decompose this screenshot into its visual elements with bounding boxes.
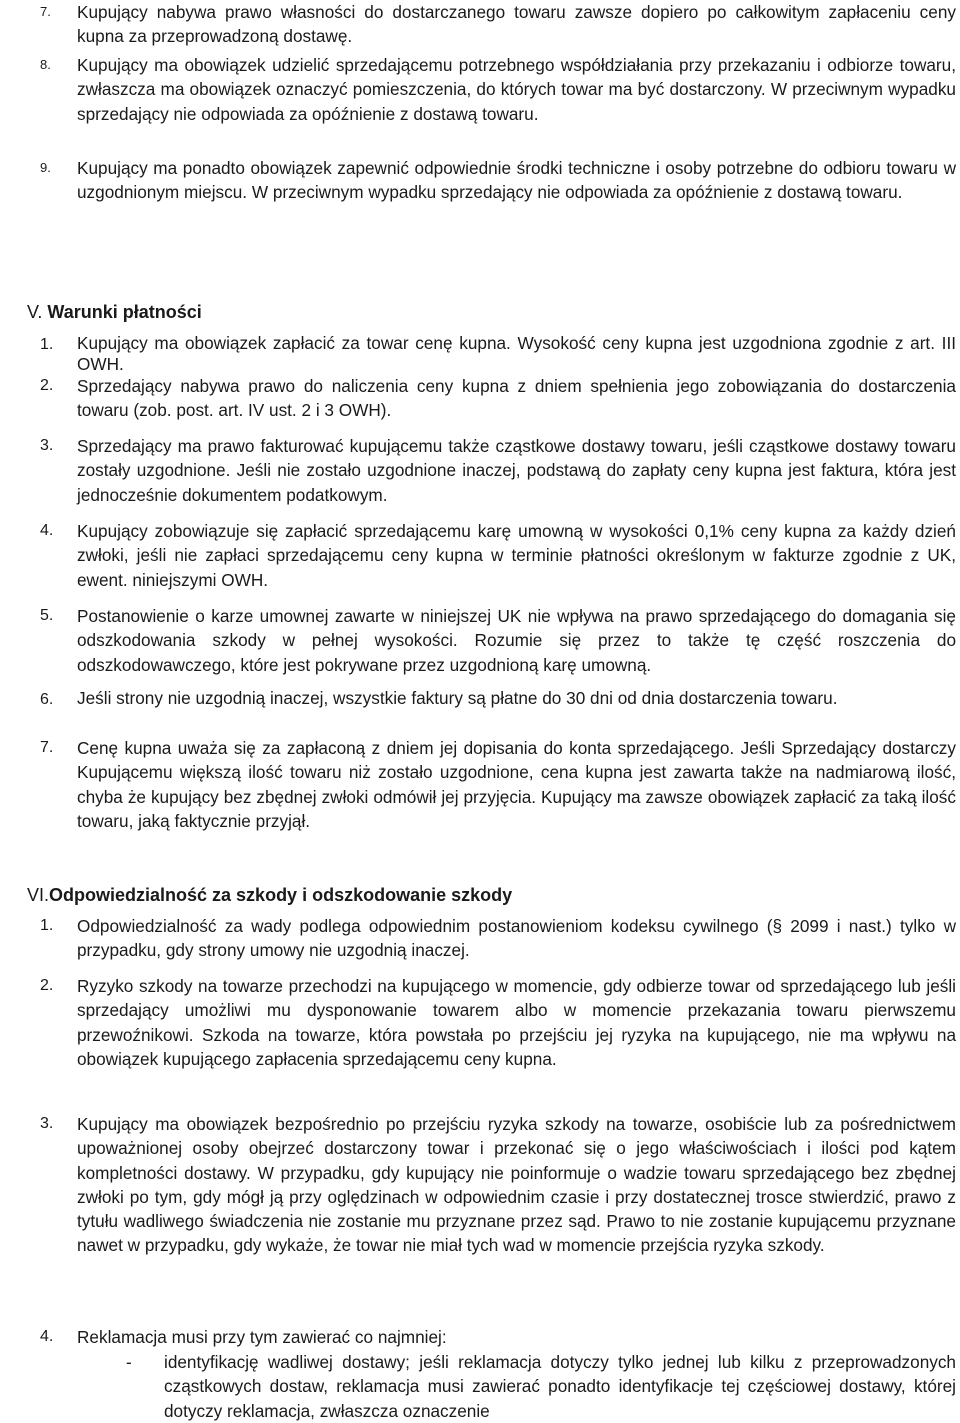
bullet-text: identyfikację wadliwej dostawy; jeśli reklamacja dotyczy tylko jednej lub kilku z przeprowadzonych cząstkowych dostaw, reklamacja musi zawierać ponadto identyfikacje tej częściowej dostawy, której dotyczy reklamacja, zwłaszcza oznaczenie — [164, 1352, 956, 1421]
item-number: 3. — [40, 437, 54, 454]
item-text: Kupujący zobowiązuje się zapłacić sprzedającemu karę umowną w wysokości 0,1% ceny kupna za każdy dzień zwłoki, jeśli nie zapłaci sprzedającemu ceny kupna w terminie płatności określonym w fakturze zgodnie z UK, ewent. niniejszymi OWH. — [77, 521, 956, 590]
item-text: Kupujący nabywa prawo własności do dostarczanego towaru zawsze dopiero po całkowitym zapłaceniu ceny kupna za przeprowadzoną dostawę. — [77, 2, 956, 47]
item-number: 3. — [40, 1115, 54, 1132]
item-text: Kupujący ma obowiązek zapłacić za towar cenę kupna. Wysokość ceny kupna jest uzgodniona zgodnie z art. III OWH. — [77, 333, 956, 374]
item-number: 5. — [40, 607, 54, 624]
item-text: Kupujący ma obowiązek bezpośrednio po przejściu ryzyka szkody na towarze, osobiście lub za pośrednictwem upoważnionej osoby obejrzeć dostarczony towar i przekonać się o jego właściwościach i ilości pod kątem kompletności dostawy. W przypadku, gdy kupujący nie poinformuje o wadzie towaru sprzedającego bez zbędnej zwłoki po tym, gdy mógł ją przy oględzinach w odpowiednim czasie i przy dostatecznej trosce stwierdzić, prawo z tytułu wadliwego świadczenia nie zostanie mu przyznane przez sąd. Prawo to nie zostanie kupującemu przyznane nawet w przypadku, gdy wykaże, że towar nie miał tych wad w momencie przejścia ryzyka szkody. — [77, 1114, 956, 1256]
item-text: Cenę kupna uważa się za zapłaconą z dniem jej dopisania do konta sprzedającego. Jeśli Sprzedający dostarczy Kupującemu większą ilość towaru niż zostało uzgodnione, cena kupna jest zawarta także na nadmiarową ilość, chyba że kupujący bez zbędnej zwłoki odmówił jej przyjęcia. Kupujący ma zawsze obowiązek zapłacić za taką ilość towaru, jaką faktycznie przyjął. — [77, 738, 956, 831]
item-number: 4. — [40, 522, 54, 539]
item-number: 1. — [40, 336, 54, 353]
item-number: 8. — [40, 57, 51, 72]
item-number: 9. — [40, 160, 51, 175]
item-number: 7. — [40, 739, 54, 756]
item-number: 6. — [40, 691, 54, 708]
item-text: Jeśli strony nie uzgodnią inaczej, wszystkie faktury są płatne do 30 dni od dnia dostarczenia towaru. — [77, 688, 838, 708]
section-prefix: V. — [27, 302, 43, 322]
bullet-mark: - — [126, 1352, 132, 1372]
section-heading-v — [27, 300, 202, 324]
section-title: Odpowiedzialność za szkody i odszkodowanie szkody — [49, 885, 513, 905]
item-number: 4. — [40, 1328, 54, 1345]
item-text: Kupujący ma obowiązek udzielić sprzedającemu potrzebnego współdziałania przy przekazaniu i odbiorze towaru, zwłaszcza ma obowiązek oznaczyć pomieszczenia, do których towar ma być dostarczony. W przeciwnym wypadku sprzedający nie odpowiada za opóźnienie z dostawą towaru. — [77, 55, 956, 124]
item-text: Reklamacja musi przy tym zawierać co najmniej: — [77, 1327, 447, 1347]
item-number: 1. — [40, 917, 54, 934]
section-prefix: VI. — [27, 885, 50, 905]
item-text: Sprzedający nabywa prawo do naliczenia ceny kupna z dniem spełnienia jego zobowiązania do dostarczenia towaru (zob. post. art. IV ust. 2 i 3 OWH). — [77, 376, 956, 421]
section-title: Warunki płatności — [47, 302, 202, 322]
item-text: Odpowiedzialność za wady podlega odpowiednim postanowieniom kodeksu cywilnego (§ 2099 i nast.) tylko w przypadku, gdy strony umowy nie uzgodnią inaczej. — [77, 916, 956, 961]
item-text: Kupujący ma ponadto obowiązek zapewnić odpowiednie środki techniczne i osoby potrzebne do odbioru towaru w uzgodnionym miejscu. W przeciwnym wypadku sprzedający nie odpowiada za opóźnienie z dostawą towaru. — [77, 158, 956, 203]
item-text: Ryzyko szkody na towarze przechodzi na kupującego w momencie, gdy odbierze towar od sprzedającego lub jeśli sprzedający umożliwi mu dysponowanie towarem albo w momencie przekazania towaru pierwszemu przewoźnikowi. Szkoda na towarze, która powstała po przejściu jej ryzyka na kupującego, nie ma wpływu na obowiązek kupującego zapłacenia sprzedającemu ceny kupna. — [77, 976, 956, 1069]
item-number: 7. — [40, 4, 51, 19]
item-number: 2. — [40, 377, 54, 394]
item-text: Sprzedający ma prawo fakturować kupującemu także cząstkowe dostawy towaru, jeśli cząstkowe dostawy towaru zostały uzgodnione. Jeśli nie zostało uzgodnione inaczej, podstawą do zapłaty ceny kupna jest faktura, która jest jednocześnie dokumentem podatkowym. — [77, 436, 956, 505]
section-heading-vi — [27, 883, 512, 907]
item-text: Postanowienie o karze umownej zawarte w niniejszej UK nie wpływa na prawo sprzedającego do domagania się odszkodowania szkody w pełnej wysokości. Rozumie się przez to także tę część roszczenia do odszkodowawczego, które jest pokrywane przez uzgodnioną karę umowną. — [77, 606, 956, 675]
item-number: 2. — [40, 977, 54, 994]
